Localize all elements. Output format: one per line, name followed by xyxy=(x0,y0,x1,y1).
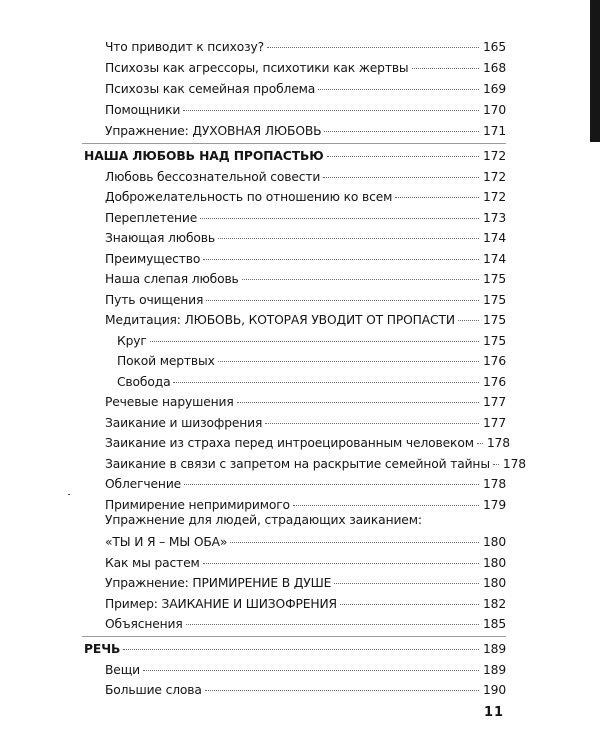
toc-entry xyxy=(105,659,506,681)
toc-entry xyxy=(105,391,506,413)
toc-entry-page: 185 xyxy=(482,617,506,631)
dot-leader xyxy=(143,670,479,671)
toc-entry-page: 172 xyxy=(482,149,506,163)
dot-leader xyxy=(184,484,479,485)
toc-entry-first-line: Упражнение для людей, страдающих заиканием: xyxy=(105,513,422,527)
toc-entry-title: Упражнение: ПРИМИРЕНИЕ В ДУШЕ xyxy=(105,576,332,590)
toc-entry-title: Заикание из страха перед интроецированным человеком xyxy=(105,436,474,450)
toc-entry-page: 175 xyxy=(482,334,506,348)
toc-entry-title: Покой мертвых xyxy=(117,354,215,368)
toc-entry xyxy=(117,371,506,393)
toc-entry-title: Наша слепая любовь xyxy=(105,272,239,286)
toc-chapter xyxy=(84,638,506,660)
dot-leader xyxy=(218,361,479,362)
toc-entry-title: Упражнение: ДУХОВНАЯ ЛЮБОВЬ xyxy=(105,124,322,138)
dot-leader xyxy=(318,89,479,90)
toc-entry-page: 177 xyxy=(482,416,506,430)
toc-row xyxy=(0,412,600,434)
dot-leader xyxy=(218,238,479,239)
toc-entry-page: 173 xyxy=(482,211,506,225)
dot-leader xyxy=(230,542,479,543)
toc-row xyxy=(0,552,600,574)
toc-row xyxy=(0,350,600,372)
toc-row xyxy=(0,593,600,615)
toc-entry xyxy=(105,289,506,311)
page-number: 11 xyxy=(484,705,505,720)
toc-row xyxy=(0,166,600,188)
toc-entry xyxy=(105,679,506,701)
dot-leader xyxy=(267,47,479,48)
toc-entry-page: 174 xyxy=(482,252,506,266)
toc-entry xyxy=(105,412,506,434)
toc-entry-page: 175 xyxy=(482,272,506,286)
toc-entry xyxy=(117,350,506,372)
toc-row xyxy=(0,638,600,660)
toc-entry-title: Круг xyxy=(117,334,147,348)
toc-entry-page: 168 xyxy=(482,61,506,75)
dot-leader xyxy=(458,320,479,321)
toc-entry xyxy=(105,268,506,290)
toc-entry-title: Облегчение xyxy=(105,477,182,491)
toc-row xyxy=(0,453,600,475)
toc-entry-title: Как мы растем xyxy=(105,556,200,570)
dot-leader xyxy=(327,156,479,157)
toc-row xyxy=(0,268,600,290)
toc-entry-title: Помощники xyxy=(105,103,181,117)
toc-entry-title: Заикание в связи с запретом на раскрытие семейной тайны xyxy=(105,457,490,471)
toc-entry-title: Знающая любовь xyxy=(105,231,215,245)
toc-entry xyxy=(105,227,506,249)
toc-row xyxy=(0,309,600,331)
toc-row xyxy=(0,659,600,681)
toc-row xyxy=(0,145,600,167)
toc-row xyxy=(0,36,600,58)
toc-entry xyxy=(105,531,506,553)
dot-leader xyxy=(412,68,479,69)
dot-leader xyxy=(293,505,479,506)
toc-entry xyxy=(105,248,506,270)
toc-row xyxy=(0,248,600,270)
toc-chapter xyxy=(84,145,506,167)
toc-entry-page: 182 xyxy=(482,597,506,611)
toc-entry-title: РЕЧЬ xyxy=(84,642,121,656)
dot-leader xyxy=(183,110,479,111)
toc-entry-page: 175 xyxy=(482,293,506,307)
toc-entry xyxy=(105,593,506,615)
dot-leader xyxy=(265,423,479,424)
dot-leader xyxy=(493,464,499,465)
dot-leader xyxy=(324,131,479,132)
toc-entry xyxy=(105,473,506,495)
toc-entry-page: 189 xyxy=(482,642,506,656)
toc-entry-title: «ТЫ И Я – МЫ ОБА» xyxy=(105,535,228,549)
toc-entry-page: 190 xyxy=(482,683,506,697)
toc-entry-title: Примирение непримиримого xyxy=(105,498,290,512)
dot-leader xyxy=(206,300,479,301)
toc-entry-title: Объяснения xyxy=(105,617,183,631)
toc-entry xyxy=(105,572,506,594)
toc-entry-page: 176 xyxy=(482,354,506,368)
toc-entry-title: Психозы как семейная проблема xyxy=(105,82,316,96)
toc-row xyxy=(0,679,600,701)
dot-leader xyxy=(340,604,479,605)
toc-entry-page: 179 xyxy=(482,498,506,512)
toc-entry-title: НАША ЛЮБОВЬ НАД ПРОПАСТЬЮ xyxy=(84,149,324,163)
toc-row xyxy=(0,572,600,594)
dot-leader xyxy=(477,443,483,444)
toc-entry-title: Свобода xyxy=(117,375,171,389)
toc-entry-page: 165 xyxy=(482,40,506,54)
toc-entry-title: Речевые нарушения xyxy=(105,395,234,409)
toc-row xyxy=(0,371,600,393)
toc-entry xyxy=(105,552,506,574)
toc-entry-title: Доброжелательность по отношению ко всем xyxy=(105,190,393,204)
toc-entry xyxy=(105,166,506,188)
toc-row xyxy=(0,207,600,229)
toc-row xyxy=(0,120,600,142)
section-separator-1 xyxy=(82,143,506,144)
toc-row xyxy=(0,531,600,553)
toc-entry-title: Преимущество xyxy=(105,252,201,266)
dot-leader xyxy=(200,218,479,219)
dot-leader xyxy=(395,197,479,198)
toc-entry xyxy=(105,613,506,635)
dot-leader xyxy=(203,259,479,260)
toc-entry-page: 178 xyxy=(486,436,510,450)
toc-entry xyxy=(105,120,506,142)
toc-entry-title: Медитация: ЛЮБОВЬ, КОТОРАЯ УВОДИТ ОТ ПРОПАСТИ xyxy=(105,313,455,327)
toc-entry-page: 189 xyxy=(482,663,506,677)
toc-entry-page: 171 xyxy=(482,124,506,138)
toc-entry-page: 174 xyxy=(482,231,506,245)
section-separator-2 xyxy=(82,636,506,637)
toc-entry-page: 177 xyxy=(482,395,506,409)
toc-entry-page: 172 xyxy=(482,190,506,204)
toc-entry-page: 169 xyxy=(482,82,506,96)
toc-entry-page: 178 xyxy=(502,457,526,471)
toc-entry-page: 180 xyxy=(482,576,506,590)
toc-entry-title: Путь очищения xyxy=(105,293,204,307)
toc-entry xyxy=(105,57,506,79)
dot-leader xyxy=(205,690,479,691)
toc-entry xyxy=(117,330,506,352)
toc-row xyxy=(0,57,600,79)
dot-leader xyxy=(150,341,479,342)
dot-leader xyxy=(173,382,479,383)
toc-entry-title: Любовь бессознательной совести xyxy=(105,170,321,184)
toc-row xyxy=(0,78,600,100)
toc-row xyxy=(0,613,600,635)
toc-row xyxy=(0,99,600,121)
toc-entry xyxy=(105,78,506,100)
toc-entry-title: Заикание и шизофрения xyxy=(105,416,263,430)
toc-row xyxy=(0,432,600,454)
toc-entry-title: Вещи xyxy=(105,663,140,677)
toc-entry-page: 178 xyxy=(482,477,506,491)
toc-entry-title: Переплетение xyxy=(105,211,198,225)
dot-leader xyxy=(334,583,479,584)
toc-entry xyxy=(105,309,506,331)
dot-leader xyxy=(237,402,479,403)
dot-leader xyxy=(123,649,479,650)
toc-entry xyxy=(105,453,526,475)
toc-entry xyxy=(105,99,506,121)
toc-entry-page: 175 xyxy=(482,313,506,327)
dot-leader xyxy=(242,279,479,280)
toc-entry xyxy=(105,36,506,58)
toc-entry xyxy=(105,432,510,454)
toc-row xyxy=(0,289,600,311)
toc-row xyxy=(0,227,600,249)
toc-entry-title: Пример: ЗАИКАНИЕ И ШИЗОФРЕНИЯ xyxy=(105,597,337,611)
toc-entry-page: 180 xyxy=(482,556,506,570)
toc-row xyxy=(0,186,600,208)
toc-entry-page: 170 xyxy=(482,103,506,117)
toc-entry-title: Большие слова xyxy=(105,683,202,697)
toc-entry-title: Психозы как агрессоры, психотики как жертвы xyxy=(105,61,409,75)
toc-entry-title: Что приводит к психозу? xyxy=(105,40,265,54)
dot-leader xyxy=(186,624,479,625)
dot-leader xyxy=(323,177,479,178)
toc-row xyxy=(0,391,600,413)
toc-entry xyxy=(105,207,506,229)
toc-entry-page: 180 xyxy=(482,535,506,549)
toc-row xyxy=(0,473,600,495)
toc-row xyxy=(0,330,600,352)
dot-leader xyxy=(203,563,479,564)
toc-entry xyxy=(105,186,506,208)
toc-entry-page: 172 xyxy=(482,170,506,184)
toc-entry-page: 176 xyxy=(482,375,506,389)
